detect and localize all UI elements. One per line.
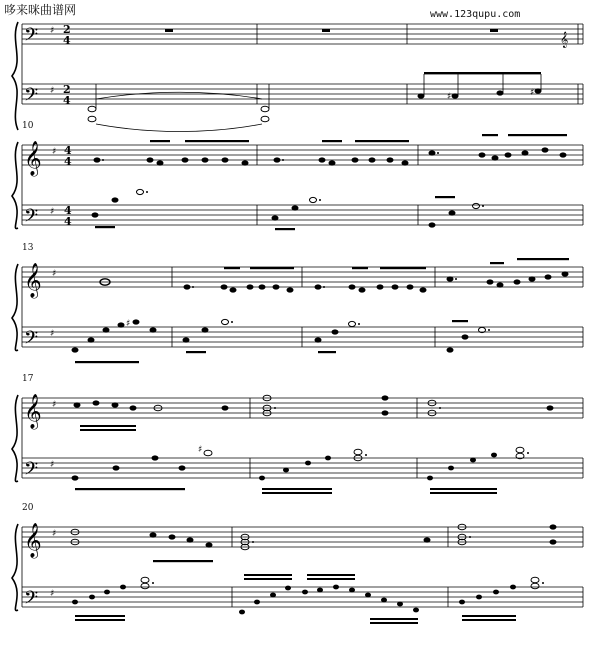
half-note (88, 116, 96, 122)
time-sig-top: 4 (64, 144, 72, 157)
site-title: 哆来咪曲谱网 (4, 3, 77, 17)
treble-clef: 𝄞 (24, 263, 42, 298)
beam (424, 72, 541, 74)
system-5 (12, 524, 583, 611)
system-3-symbols (24, 258, 569, 363)
sharp-accidental: ♯ (530, 88, 535, 98)
time-sig-bottom: 4 (63, 34, 71, 47)
key-sharp: ♯ (52, 400, 57, 410)
key-sharp: ♯ (50, 460, 55, 470)
system-2-symbols (24, 134, 567, 231)
treble-clef-change: 𝄞 (560, 32, 569, 48)
whole-rest (165, 29, 173, 32)
measure-number: 13 (22, 243, 34, 253)
time-sig-bottom: 4 (64, 155, 72, 168)
tie (96, 92, 262, 99)
system-4 (12, 395, 583, 482)
key-sharp: ♯ (50, 589, 55, 599)
measure-number: 20 (22, 503, 34, 513)
treble-clef: 𝄞 (24, 523, 42, 558)
eighth-note (418, 93, 425, 98)
key-sharp: ♯ (52, 269, 57, 279)
time-sig-top: 4 (64, 204, 72, 217)
bass-clef: 𝄢 (24, 328, 39, 353)
eighth-note (497, 90, 504, 95)
time-sig-top: 2 (63, 23, 71, 36)
svg-text:♯: ♯ (126, 319, 131, 329)
sharp-accidental: ♯ (447, 92, 452, 102)
svg-text:♯: ♯ (198, 445, 203, 455)
system-4-symbols (24, 394, 554, 494)
bass-clef: 𝄢 (24, 588, 39, 613)
key-sharp: ♯ (52, 147, 57, 157)
half-note (261, 116, 269, 122)
site-url[interactable]: www.123qupu.com (430, 9, 521, 20)
key-sharp: ♯ (50, 86, 55, 96)
bass-clef: 𝄢 (24, 206, 39, 231)
time-sig-bottom: 4 (63, 94, 71, 107)
measure-number: 17 (22, 374, 34, 384)
tie (96, 124, 262, 132)
treble-clef: 𝄞 (24, 394, 42, 429)
half-note (88, 106, 96, 112)
measure-number: 10 (22, 121, 34, 131)
key-sharp: ♯ (50, 329, 55, 339)
system-3 (12, 264, 583, 351)
treble-clef: 𝄞 (24, 141, 42, 176)
half-note (261, 106, 269, 112)
eighth-note (535, 88, 542, 93)
system-5-symbols (24, 523, 557, 624)
system-1 (12, 22, 583, 130)
whole-rest (322, 29, 330, 32)
eighth-note (452, 93, 459, 98)
bass-clef: 𝄢 (24, 25, 39, 50)
whole-rest (490, 29, 498, 32)
bass-clef: 𝄢 (24, 85, 39, 110)
key-sharp: ♯ (52, 529, 57, 539)
bass-clef: 𝄢 (24, 459, 39, 484)
key-sharp: ♯ (50, 26, 55, 36)
key-sharp: ♯ (50, 207, 55, 217)
time-sig-top: 2 (63, 83, 71, 96)
time-sig-bottom: 4 (64, 215, 72, 228)
